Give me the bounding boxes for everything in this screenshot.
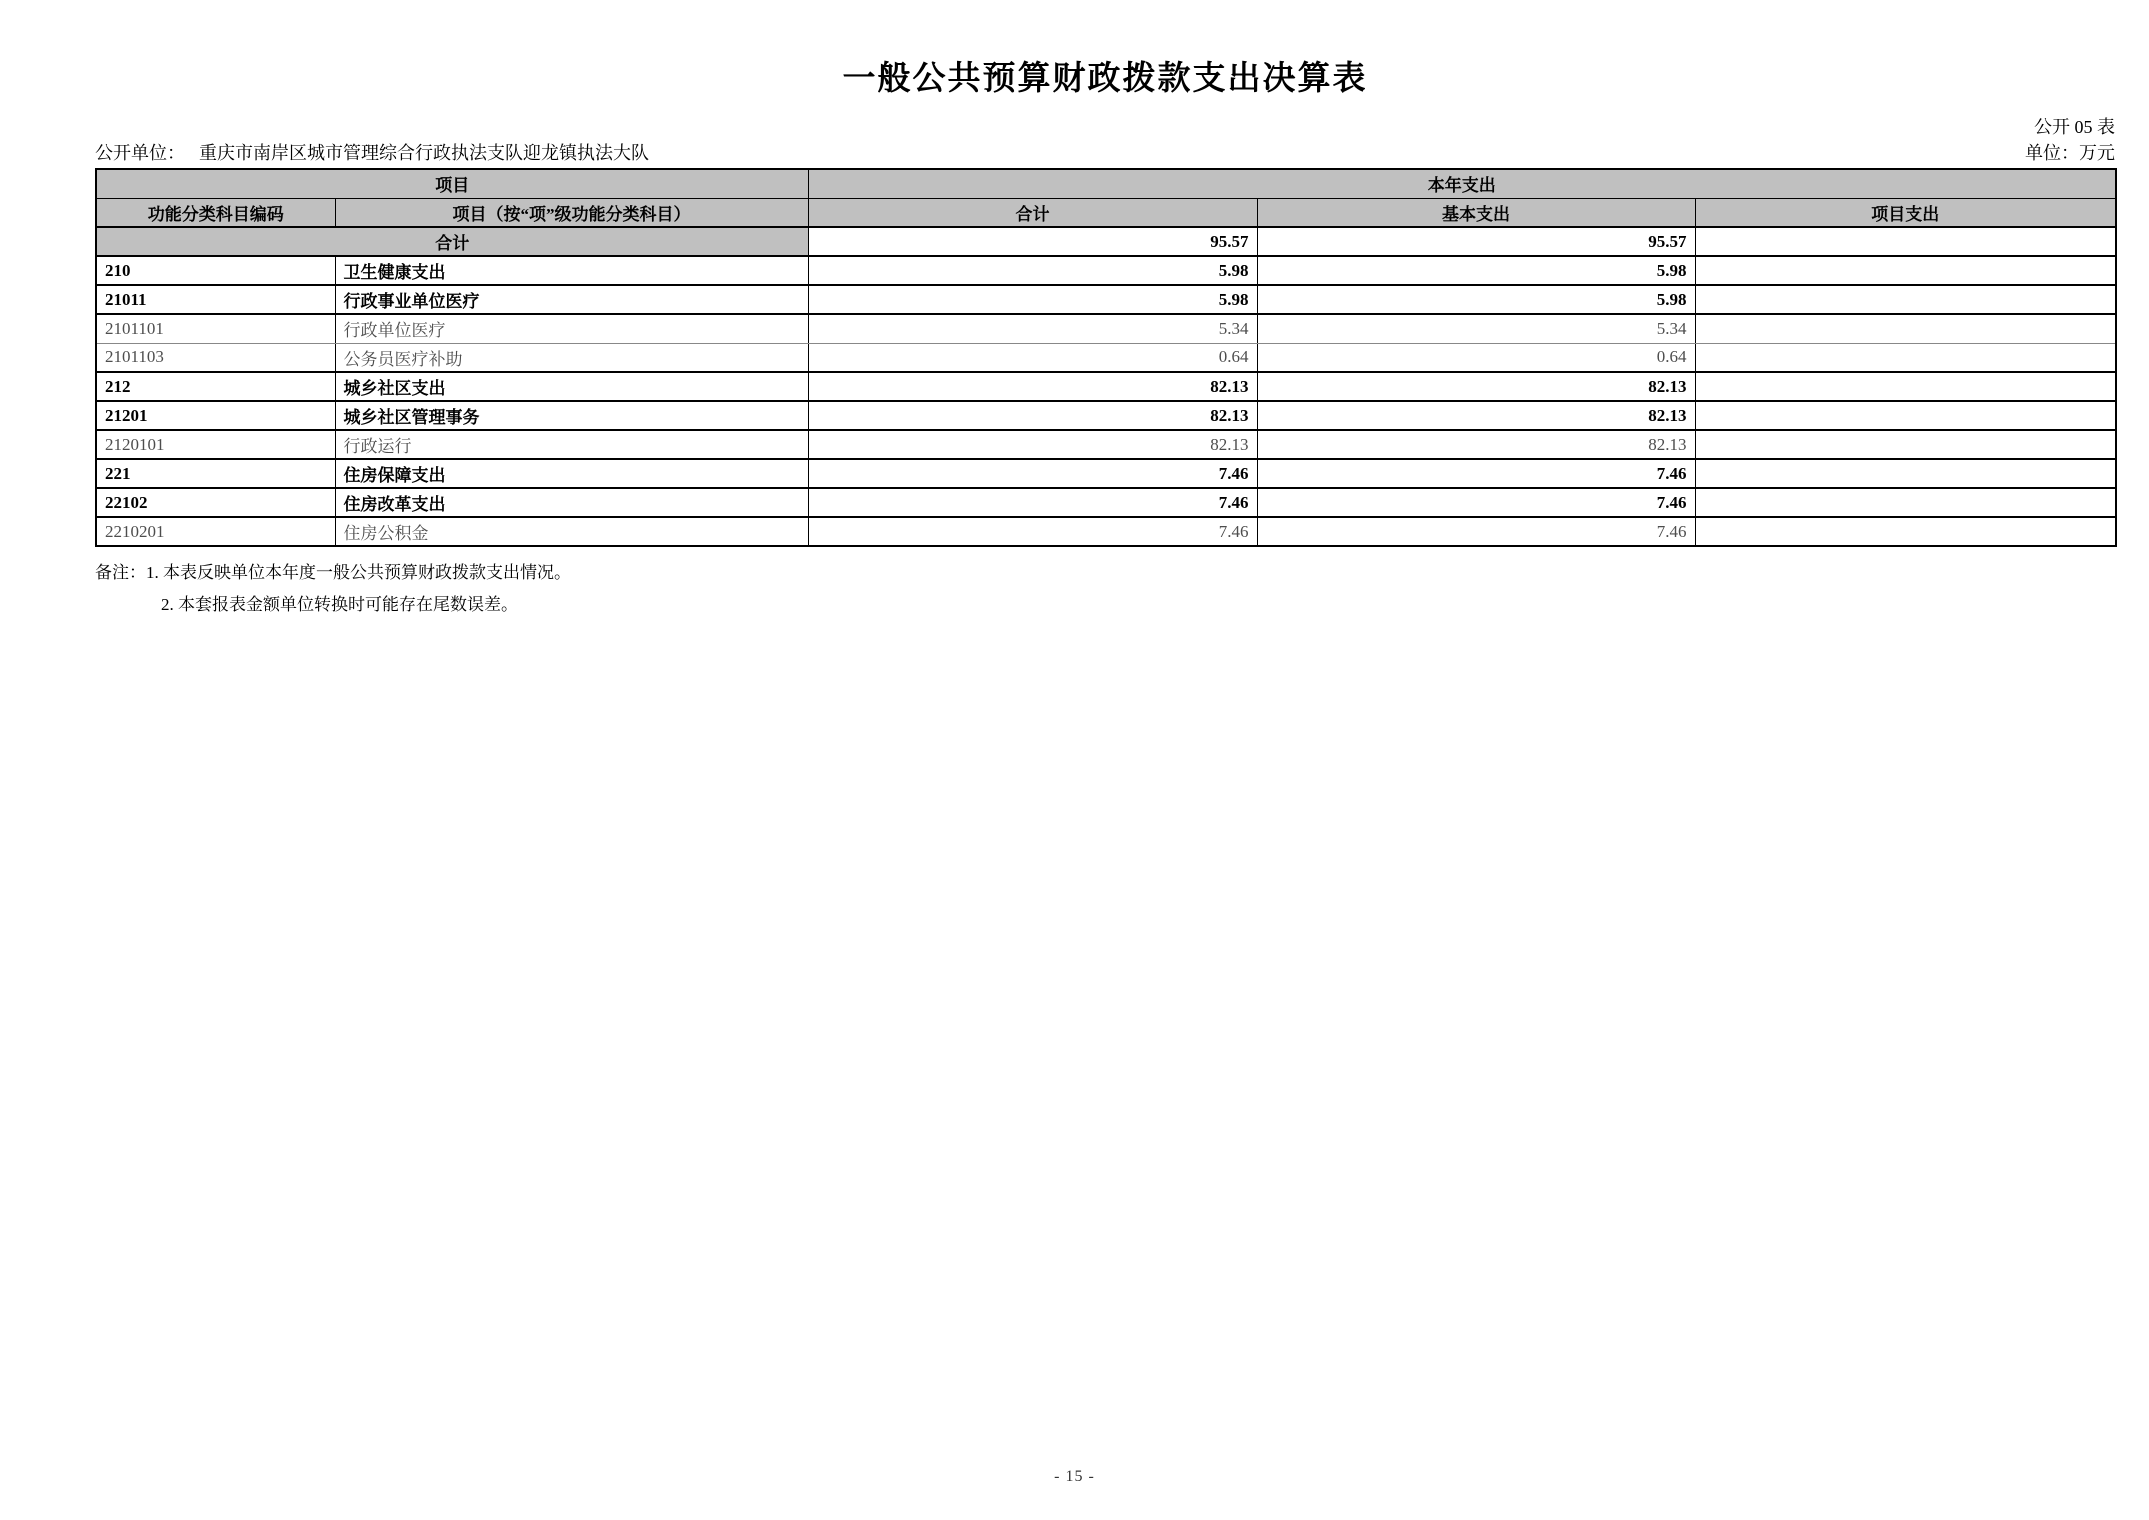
page-number: - 15 -: [1054, 1468, 1095, 1485]
header-col-basic: 基本支出: [1257, 198, 1695, 227]
total-basic-cell: 95.57: [1257, 227, 1695, 256]
header-group-row: [96, 169, 2116, 198]
total-cell: 5.98: [808, 285, 1257, 314]
code-cell: 210: [96, 256, 335, 285]
item-cell: 住房改革支出: [335, 488, 808, 517]
page-title: 一般公共预算财政拨款支出决算表: [842, 61, 1368, 97]
item-cell: 住房保障支出: [335, 459, 808, 488]
notes-block: [95, 557, 2115, 621]
header-columns-row: [96, 198, 2116, 227]
code-cell: 21201: [96, 401, 335, 430]
meta-row: [95, 137, 2115, 165]
table-row: [96, 372, 2116, 401]
table-row: [96, 517, 2116, 546]
total-project-cell: [1695, 227, 2116, 256]
basic-cell: 5.34: [1257, 314, 1695, 343]
item-cell: 行政事业单位医疗: [335, 285, 808, 314]
basic-cell: 5.98: [1257, 256, 1695, 285]
total-cell: 5.34: [808, 314, 1257, 343]
publisher-name: 重庆市南岸区城市管理综合行政执法支队迎龙镇执法大队: [199, 143, 649, 163]
table-row: [96, 401, 2116, 430]
basic-cell: 5.98: [1257, 285, 1695, 314]
total-cell: 5.98: [808, 256, 1257, 285]
project-cell: [1695, 372, 2116, 401]
header-col-item: 项目（按“项”级功能分类科目）: [335, 198, 808, 227]
project-cell: [1695, 459, 2116, 488]
project-cell: [1695, 314, 2116, 343]
total-cell: 82.13: [808, 430, 1257, 459]
total-cell: 82.13: [808, 372, 1257, 401]
total-cell: 7.46: [808, 488, 1257, 517]
basic-cell: 82.13: [1257, 430, 1695, 459]
table-row: [96, 285, 2116, 314]
item-cell: 公务员医疗补助: [335, 343, 808, 372]
table-row: [96, 459, 2116, 488]
project-cell: [1695, 256, 2116, 285]
table-row: [96, 488, 2116, 517]
code-cell: 2101101: [96, 314, 335, 343]
project-cell: [1695, 343, 2116, 372]
project-cell: [1695, 488, 2116, 517]
code-cell: 212: [96, 372, 335, 401]
project-cell: [1695, 401, 2116, 430]
code-cell: 2120101: [96, 430, 335, 459]
table-code: 公开 05 表: [2034, 117, 2115, 137]
table-row: [96, 256, 2116, 285]
total-cell: 7.46: [808, 517, 1257, 546]
project-cell: [1695, 430, 2116, 459]
report-sheet: [95, 0, 2115, 621]
total-label-cell: 合计: [96, 227, 808, 256]
item-cell: 城乡社区管理事务: [335, 401, 808, 430]
table-row: [96, 343, 2116, 372]
basic-cell: 0.64: [1257, 343, 1695, 372]
code-cell: 22102: [96, 488, 335, 517]
project-cell: [1695, 285, 2116, 314]
basic-cell: 82.13: [1257, 372, 1695, 401]
header-col-code: 功能分类科目编码: [96, 198, 335, 227]
item-cell: 卫生健康支出: [335, 256, 808, 285]
publisher-label: 公开单位：: [95, 143, 185, 163]
code-cell: 2210201: [96, 517, 335, 546]
basic-cell: 7.46: [1257, 459, 1695, 488]
table-row-total: [96, 227, 2116, 256]
code-cell: 221: [96, 459, 335, 488]
table-row: [96, 314, 2116, 343]
basic-cell: 82.13: [1257, 401, 1695, 430]
publisher-line: [95, 139, 649, 165]
unit-label: 单位：万元: [2025, 143, 2115, 163]
code-cell: 21011: [96, 285, 335, 314]
project-cell: [1695, 517, 2116, 546]
total-cell: 0.64: [808, 343, 1257, 372]
total-cell: 7.46: [808, 459, 1257, 488]
total-sum-cell: 95.57: [808, 227, 1257, 256]
table-row: [96, 430, 2116, 459]
basic-cell: 7.46: [1257, 517, 1695, 546]
header-group-project: 项目: [96, 169, 808, 198]
item-cell: 行政运行: [335, 430, 808, 459]
header-col-project: 项目支出: [1695, 198, 2116, 227]
item-cell: 城乡社区支出: [335, 372, 808, 401]
item-cell: 行政单位医疗: [335, 314, 808, 343]
note-line: 2. 本套报表金额单位转换时可能存在尾数误差。: [161, 595, 518, 614]
header-col-total: 合计: [808, 198, 1257, 227]
note-line: 备注：1. 本表反映单位本年度一般公共预算财政拨款支出情况。: [95, 563, 571, 582]
header-group-current-year: 本年支出: [808, 169, 2116, 198]
total-cell: 82.13: [808, 401, 1257, 430]
item-cell: 住房公积金: [335, 517, 808, 546]
basic-cell: 7.46: [1257, 488, 1695, 517]
code-cell: 2101103: [96, 343, 335, 372]
expenditure-table: [95, 168, 2117, 547]
